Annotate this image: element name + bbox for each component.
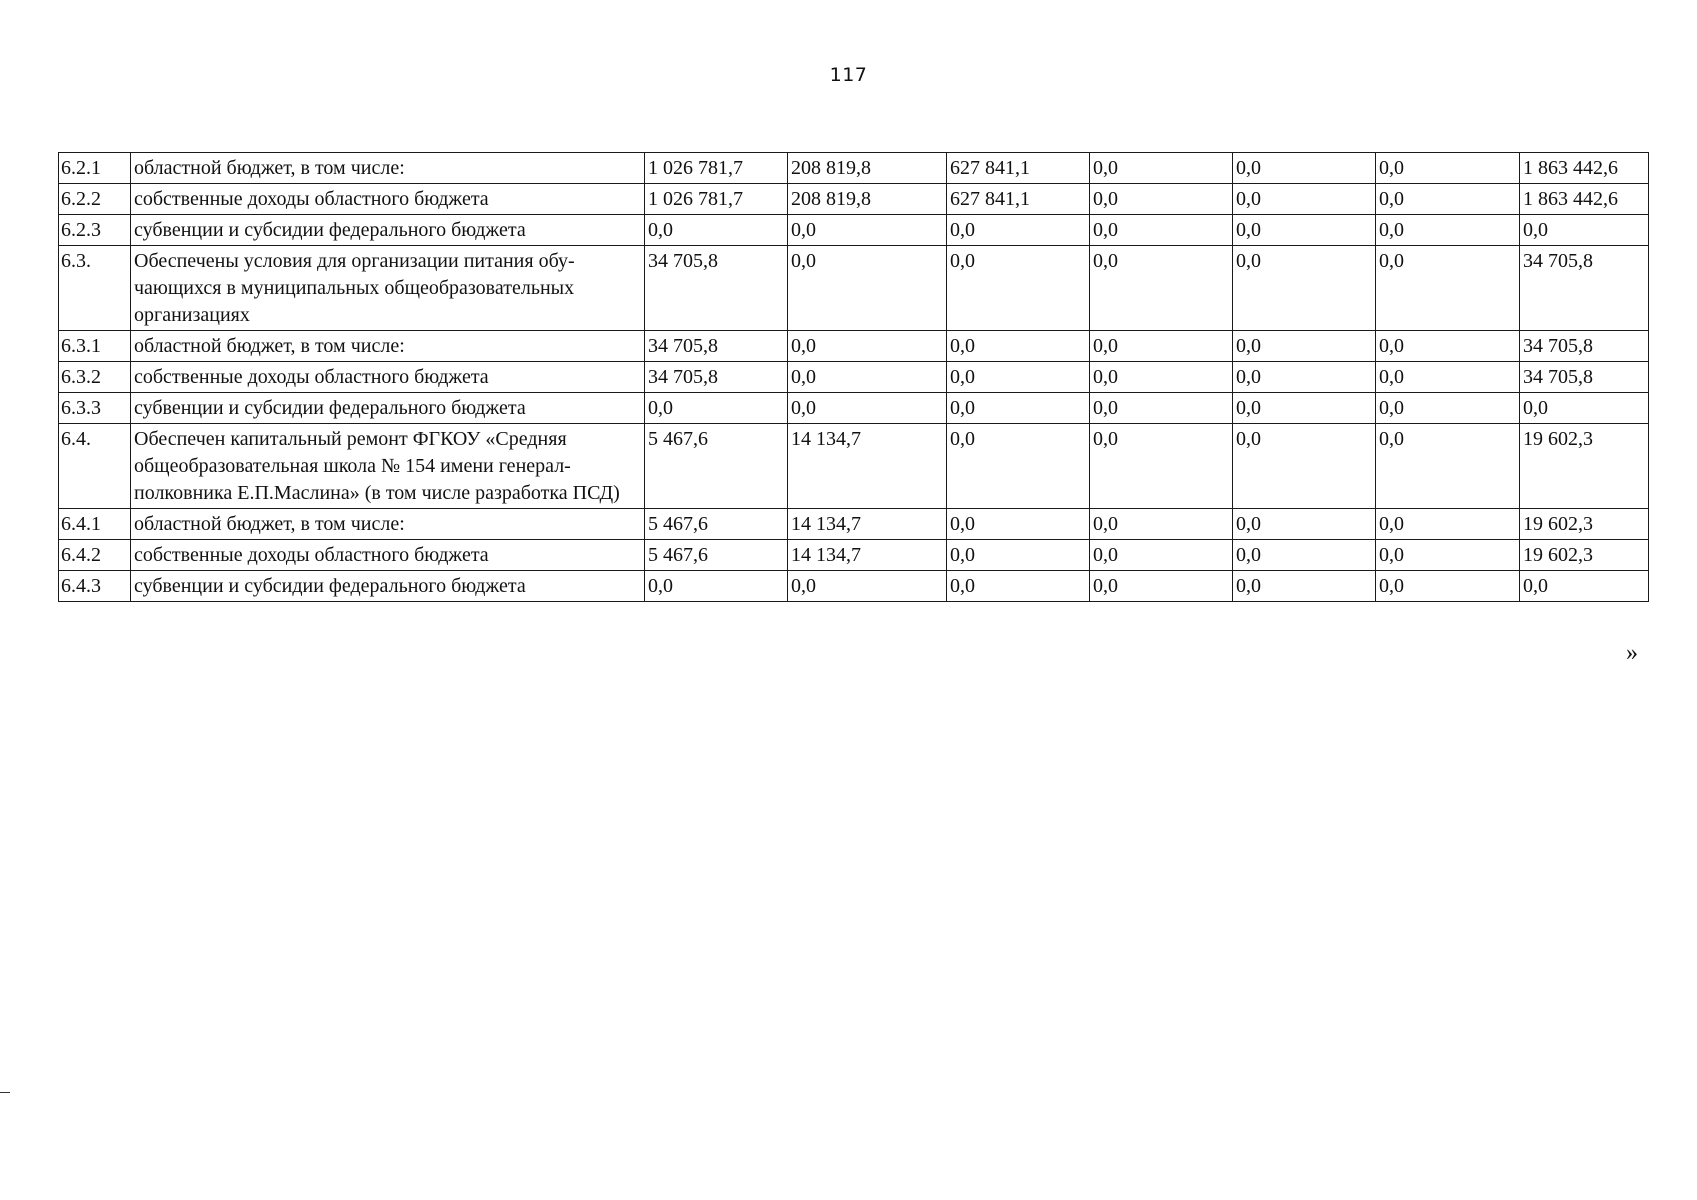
row-value-col-5: 0,0 [1233, 362, 1376, 393]
row-value-col-7: 34 705,8 [1520, 246, 1649, 331]
row-value-col-5: 0,0 [1233, 424, 1376, 509]
row-value-col-2: 0,0 [788, 215, 947, 246]
row-value-col-1: 1 026 781,7 [645, 153, 788, 184]
row-value-col-3: 0,0 [947, 424, 1090, 509]
row-code: 6.3.3 [59, 393, 131, 424]
row-value-col-1: 34 705,8 [645, 246, 788, 331]
row-value-col-7: 0,0 [1520, 393, 1649, 424]
row-description: областной бюджет, в том числе: [131, 331, 645, 362]
row-value-col-7: 0,0 [1520, 571, 1649, 602]
table-row [59, 362, 1649, 393]
row-value-col-6: 0,0 [1376, 393, 1520, 424]
row-value-col-3: 0,0 [947, 509, 1090, 540]
row-value-col-7: 34 705,8 [1520, 331, 1649, 362]
row-value-col-3: 0,0 [947, 540, 1090, 571]
row-code: 6.2.2 [59, 184, 131, 215]
row-value-col-5: 0,0 [1233, 540, 1376, 571]
row-description: субвенции и субсидии федерального бюджета [131, 571, 645, 602]
row-description: собственные доходы областного бюджета [131, 362, 645, 393]
table-row [59, 246, 1649, 331]
row-code: 6.4.3 [59, 571, 131, 602]
row-code: 6.4.2 [59, 540, 131, 571]
table-row [59, 331, 1649, 362]
row-value-col-3: 0,0 [947, 331, 1090, 362]
row-value-col-3: 0,0 [947, 215, 1090, 246]
row-value-col-5: 0,0 [1233, 331, 1376, 362]
row-value-col-1: 0,0 [645, 393, 788, 424]
row-value-col-4: 0,0 [1090, 509, 1233, 540]
row-description: субвенции и субсидии федерального бюджета [131, 215, 645, 246]
budget-table-container [58, 152, 1648, 602]
row-description: субвенции и субсидии федерального бюджета [131, 393, 645, 424]
row-description: Обеспечены условия для организации питания обу-чающихся в муниципальных общеобразовательных организациях [131, 246, 645, 331]
table-row [59, 393, 1649, 424]
row-code: 6.2.3 [59, 215, 131, 246]
row-value-col-2: 0,0 [788, 331, 947, 362]
table-row [59, 153, 1649, 184]
row-value-col-3: 0,0 [947, 571, 1090, 602]
row-value-col-4: 0,0 [1090, 393, 1233, 424]
row-value-col-3: 627 841,1 [947, 153, 1090, 184]
row-value-col-6: 0,0 [1376, 540, 1520, 571]
row-value-col-7: 0,0 [1520, 215, 1649, 246]
row-value-col-2: 14 134,7 [788, 540, 947, 571]
row-value-col-7: 19 602,3 [1520, 509, 1649, 540]
row-value-col-4: 0,0 [1090, 571, 1233, 602]
margin-dash [0, 1092, 10, 1093]
row-description: собственные доходы областного бюджета [131, 540, 645, 571]
budget-table [58, 152, 1649, 602]
row-code: 6.3. [59, 246, 131, 331]
row-value-col-4: 0,0 [1090, 331, 1233, 362]
row-value-col-5: 0,0 [1233, 509, 1376, 540]
row-value-col-1: 5 467,6 [645, 424, 788, 509]
row-value-col-4: 0,0 [1090, 246, 1233, 331]
row-value-col-1: 1 026 781,7 [645, 184, 788, 215]
row-value-col-5: 0,0 [1233, 393, 1376, 424]
row-value-col-2: 208 819,8 [788, 184, 947, 215]
row-description: областной бюджет, в том числе: [131, 153, 645, 184]
table-row [59, 540, 1649, 571]
row-value-col-7: 19 602,3 [1520, 540, 1649, 571]
table-row [59, 571, 1649, 602]
row-value-col-7: 1 863 442,6 [1520, 184, 1649, 215]
page-number: 117 [829, 64, 868, 86]
row-code: 6.4.1 [59, 509, 131, 540]
table-row [59, 215, 1649, 246]
row-value-col-4: 0,0 [1090, 424, 1233, 509]
row-value-col-6: 0,0 [1376, 215, 1520, 246]
row-value-col-7: 19 602,3 [1520, 424, 1649, 509]
row-description: Обеспечен капитальный ремонт ФГКОУ «Средняя общеобразовательная школа № 154 имени генерал-полковника Е.П.Маслина» (в том числе разработка ПСД) [131, 424, 645, 509]
row-value-col-6: 0,0 [1376, 362, 1520, 393]
row-value-col-2: 14 134,7 [788, 424, 947, 509]
continuation-mark: » [1626, 640, 1638, 666]
row-value-col-4: 0,0 [1090, 153, 1233, 184]
row-value-col-6: 0,0 [1376, 331, 1520, 362]
row-value-col-2: 0,0 [788, 393, 947, 424]
row-value-col-1: 5 467,6 [645, 540, 788, 571]
row-value-col-3: 0,0 [947, 362, 1090, 393]
row-code: 6.3.2 [59, 362, 131, 393]
row-value-col-7: 34 705,8 [1520, 362, 1649, 393]
row-value-col-3: 0,0 [947, 246, 1090, 331]
row-value-col-2: 208 819,8 [788, 153, 947, 184]
row-description: собственные доходы областного бюджета [131, 184, 645, 215]
row-value-col-1: 0,0 [645, 571, 788, 602]
row-value-col-6: 0,0 [1376, 246, 1520, 331]
row-code: 6.3.1 [59, 331, 131, 362]
row-value-col-6: 0,0 [1376, 424, 1520, 509]
row-value-col-4: 0,0 [1090, 362, 1233, 393]
row-value-col-5: 0,0 [1233, 184, 1376, 215]
row-value-col-1: 34 705,8 [645, 362, 788, 393]
row-value-col-2: 14 134,7 [788, 509, 947, 540]
row-value-col-3: 0,0 [947, 393, 1090, 424]
row-code: 6.2.1 [59, 153, 131, 184]
row-value-col-5: 0,0 [1233, 571, 1376, 602]
row-value-col-2: 0,0 [788, 362, 947, 393]
row-value-col-5: 0,0 [1233, 246, 1376, 331]
table-row [59, 509, 1649, 540]
row-value-col-6: 0,0 [1376, 571, 1520, 602]
row-value-col-4: 0,0 [1090, 540, 1233, 571]
row-value-col-1: 0,0 [645, 215, 788, 246]
table-row [59, 424, 1649, 509]
row-value-col-4: 0,0 [1090, 184, 1233, 215]
row-value-col-5: 0,0 [1233, 153, 1376, 184]
row-value-col-3: 627 841,1 [947, 184, 1090, 215]
budget-table-body [59, 153, 1649, 602]
row-code: 6.4. [59, 424, 131, 509]
row-description: областной бюджет, в том числе: [131, 509, 645, 540]
row-value-col-2: 0,0 [788, 246, 947, 331]
row-value-col-7: 1 863 442,6 [1520, 153, 1649, 184]
row-value-col-6: 0,0 [1376, 184, 1520, 215]
row-value-col-1: 34 705,8 [645, 331, 788, 362]
row-value-col-6: 0,0 [1376, 153, 1520, 184]
row-value-col-1: 5 467,6 [645, 509, 788, 540]
row-value-col-2: 0,0 [788, 571, 947, 602]
row-value-col-5: 0,0 [1233, 215, 1376, 246]
row-value-col-6: 0,0 [1376, 509, 1520, 540]
row-value-col-4: 0,0 [1090, 215, 1233, 246]
table-row [59, 184, 1649, 215]
